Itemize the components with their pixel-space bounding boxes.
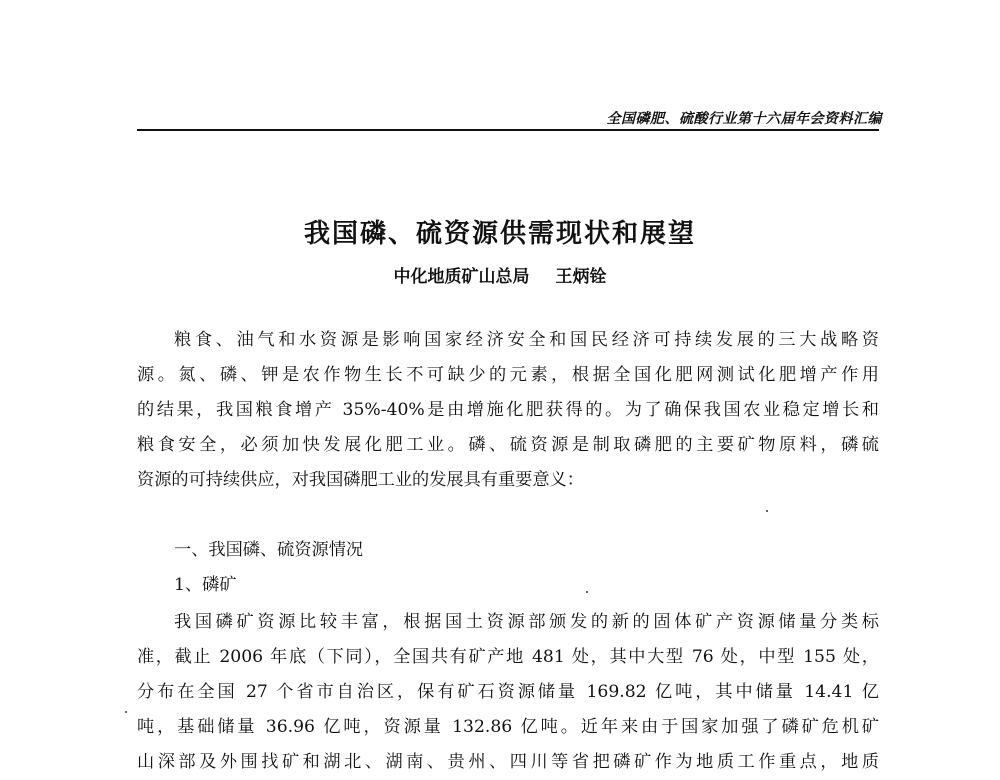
paragraph-line: 我国磷矿资源比较丰富，根据国土资源部颁发的新的固体矿产资源储量分类标 (174, 612, 879, 632)
paragraph-line: 准，截止 2006 年底（下同），全国共有矿产地 481 处，其中大型 76 处，中型 155 处， (137, 647, 879, 667)
scan-speck (125, 711, 127, 713)
paragraph-line: 源。氮、磷、钾是农作物生长不可缺少的元素，根据全国化肥网测试化肥增产作用 (137, 365, 879, 385)
scan-speck (586, 591, 588, 593)
paragraph-line: 粮食、油气和水资源是影响国家经济安全和国民经济可持续发展的三大战略资 (174, 330, 879, 350)
scan-speck (766, 510, 768, 512)
paragraph-line: 吨，基础储量 36.96 亿吨，资源量 132.86 亿吨。近年来由于国家加强了磷矿危机矿 (137, 717, 879, 737)
paragraph-line: 的结果，我国粮食增产 35%-40%是由增施化肥获得的。为了确保我国农业稳定增长和 (137, 400, 879, 420)
paragraph-line: 分布在全国 27 个省市自治区，保有矿石资源储量 169.82 亿吨，其中储量 14.41 亿 (137, 682, 879, 702)
paragraph-line: 资源的可持续供应，对我国磷肥工业的发展具有重要意义： (137, 470, 584, 490)
phosphate-paragraph (137, 605, 879, 780)
running-header: 全国磷肥、硫酸行业第十六届年会资料汇编 (606, 111, 882, 127)
header-rule (137, 129, 879, 131)
byline (0, 262, 1000, 287)
paragraph-line: 山深部及外围找矿和湖北、湖南、贵州、四川等省把磷矿作为地质工作重点，地质 (137, 752, 879, 772)
section-heading: 一、我国磷、硫资源情况 (174, 540, 364, 560)
paragraph-line: 粮食安全，必须加快发展化肥工业。磷、硫资源是制取磷肥的主要矿物原料，磷硫 (137, 435, 879, 455)
intro-paragraph (137, 323, 879, 498)
subsection-heading: 1、磷矿 (174, 575, 237, 595)
article-title: 我国磷、硫资源供需现状和展望 (303, 219, 696, 249)
author-affiliation: 中化地质矿山总局 (393, 267, 530, 287)
author-name: 王炳铨 (555, 267, 607, 287)
